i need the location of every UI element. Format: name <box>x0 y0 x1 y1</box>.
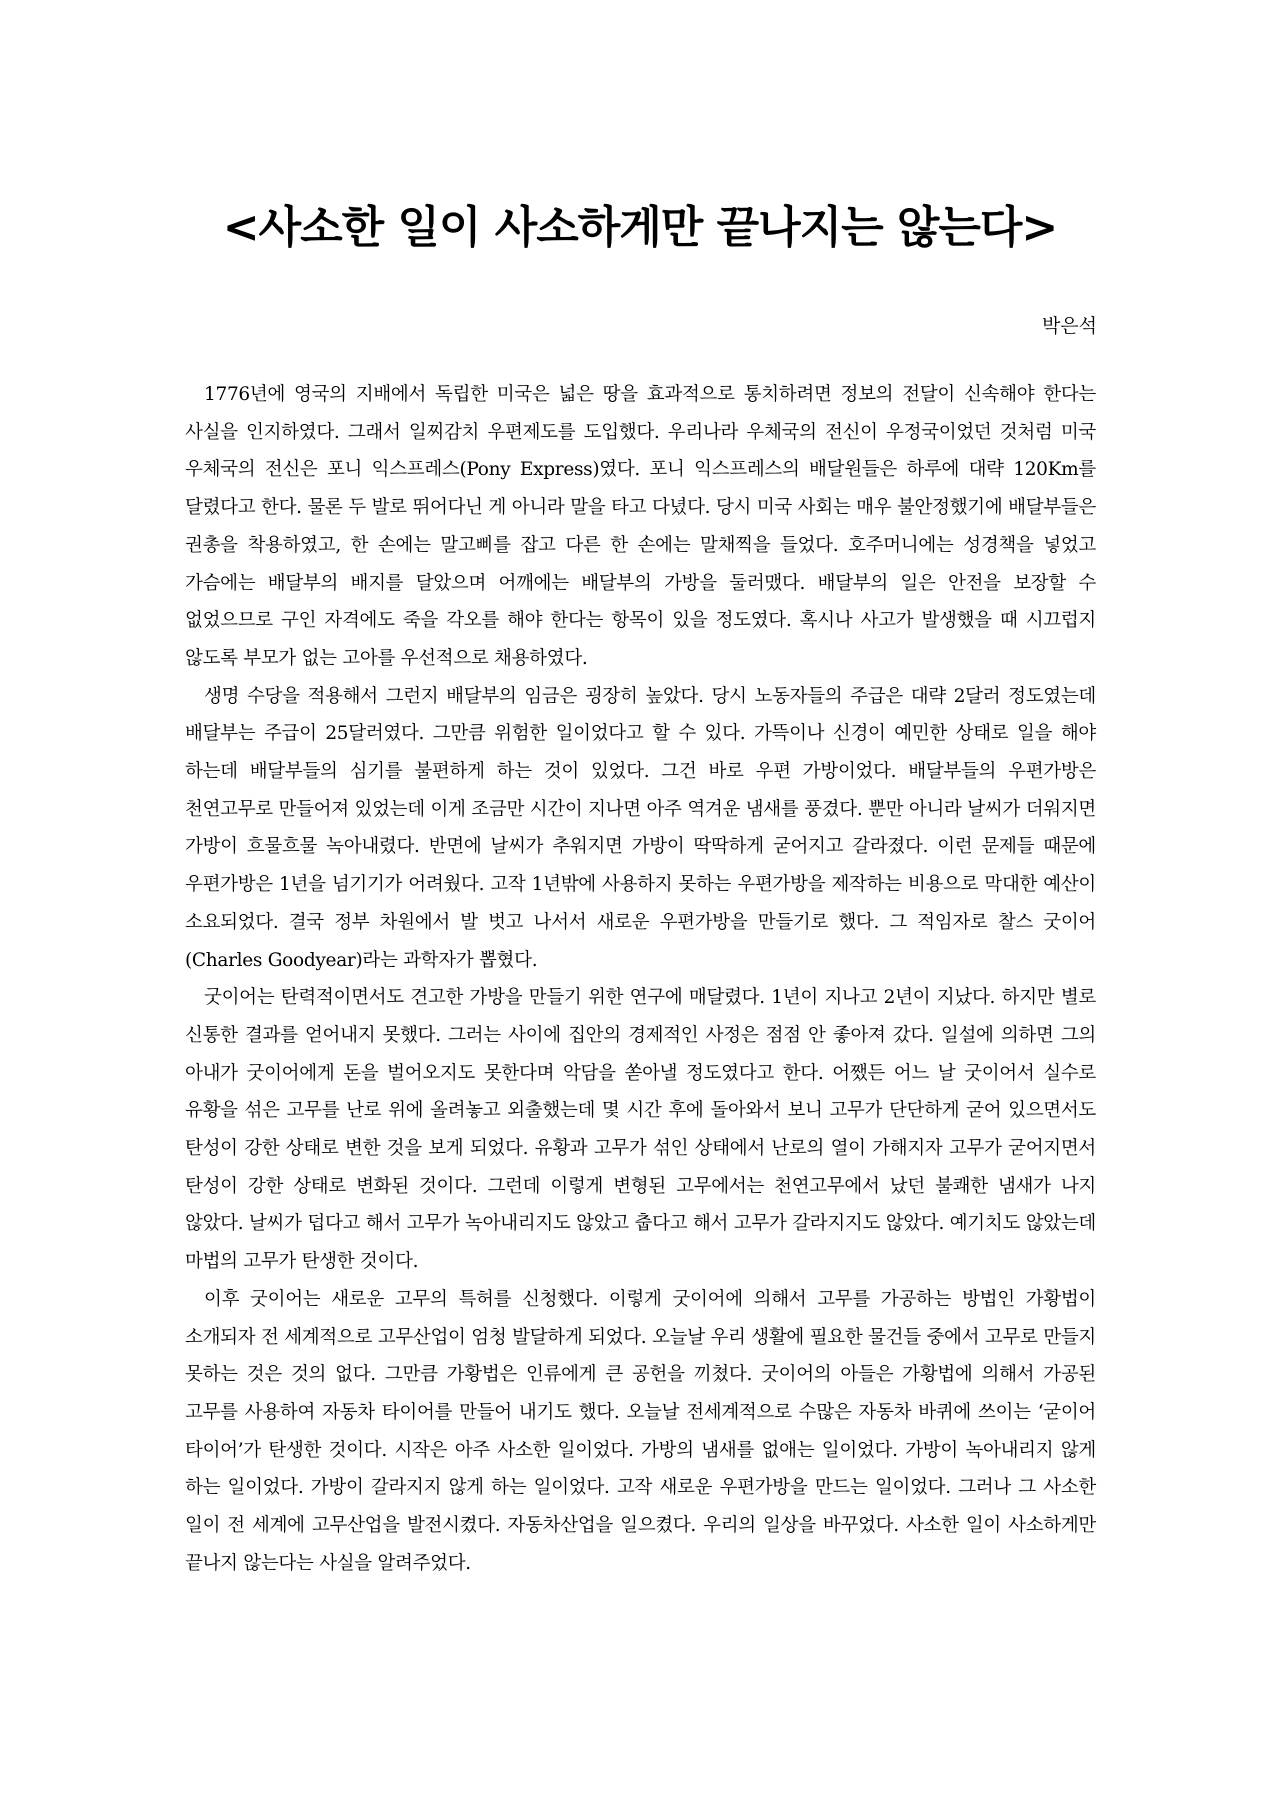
document-title: <사소한 일이 사소하게만 끝나지는 않는다> <box>222 202 1058 253</box>
paragraph: 굿이어는 탄력적이면서도 견고한 가방을 만들기 위한 연구에 매달렸다. 1년이 지나고 2년이 지났다. 하지만 별로 신통한 결과를 얻어내지 못했다. 그러는 사이에 집안의 경제적인 사정은 점점 안 좋아져 갔다. 일설에 의하면 그의 아내가 굿이어에게 돈을 벌어오지도 못한다며 악담을 쏟아낼 정도였다고 한다. 어쨌든 어느 날 굿이어서 실수로 유황을 섞은 고무를 난로 위에 올려놓고 외출했는데 몇 시간 후에 돌아와서 보니 고무가 단단하게 굳어 있으면서도 탄성이 강한 상태로 변한 것을 보게 되었다. 유황과 고무가 섞인 상태에서 난로의 열이 가해지자 고무가 굳어지면서 탄성이 강한 상태로 변화된 것이다. 그런데 이렇게 변형된 고무에서는 천연고무에서 났던 불쾌한 냄새가 나지 않았다. 날씨가 덥다고 해서 고무가 녹아내리지도 않았고 춥다고 해서 고무가 갈라지지도 않았다. 예기치도 않았는데 마법의 고무가 탄생한 것이다. <box>185 987 1096 1273</box>
author-name: 박은석 <box>1041 315 1097 337</box>
paragraph: 이후 굿이어는 새로운 고무의 특허를 신청했다. 이렇게 굿이어에 의해서 고무를 가공하는 방법인 가황법이 소개되자 전 세계적으로 고무산업이 엄청 발달하게 되었다. 오늘날 우리 생활에 필요한 물건들 중에서 고무로 만들지 못하는 것은 것의 없다. 그만큼 가황법은 인류에게 큰 공헌을 끼쳤다. 굿이어의 아들은 가황법에 의해서 가공된 고무를 사용하여 자동차 타이어를 만들어 내기도 했다. 오늘날 전세계적으로 수많은 자동차 바퀴에 쓰이는 ‘굳이어 타이어’가 탄생한 것이다. 시작은 아주 사소한 일이었다. 가방의 냄새를 없애는 일이었다. 가방이 녹아내리지 않게 하는 일이었다. 가방이 갈라지지 않게 하는 일이었다. 고작 새로운 우편가방을 만드는 일이었다. 그러나 그 사소한 일이 전 세계에 고무산업을 발전시켰다. 자동차산업을 일으켰다. 우리의 일상을 바꾸었다. 사소한 일이 사소하게만 끝나지 않는다는 사실을 알려주었다. <box>185 1288 1096 1574</box>
document-body <box>185 376 1096 1583</box>
paragraph: 생명 수당을 적용해서 그런지 배달부의 임금은 굉장히 높았다. 당시 노동자들의 주급은 대략 2달러 정도였는데 배달부는 주급이 25달러였다. 그만큼 위험한 일이었다고 할 수 있다. 가뜩이나 신경이 예민한 상태로 일을 해야 하는데 배달부들의 심기를 불편하게 하는 것이 있었다. 그건 바로 우편 가방이었다. 배달부들의 우편가방은 천연고무로 만들어져 있었는데 이게 조금만 시간이 지나면 아주 역겨운 냄새를 풍겼다. 뿐만 아니라 날씨가 더워지면 가방이 흐물흐물 녹아내렸다. 반면에 날씨가 추워지면 가방이 딱딱하게 굳어지고 갈라졌다. 이런 문제들 때문에 우편가방은 1년을 넘기기가 어려웠다. 고작 1년밖에 사용하지 못하는 우편가방을 제작하는 비용으로 막대한 예산이 소요되었다. 결국 정부 차원에서 발 벗고 나서서 새로운 우편가방을 만들기로 했다. 그 적임자로 찰스 굿이어(Charles Goodyear)라는 과학자가 뽑혔다. <box>185 685 1096 971</box>
paragraph: 1776년에 영국의 지배에서 독립한 미국은 넓은 땅을 효과적으로 통치하려면 정보의 전달이 신속해야 한다는 사실을 인지하였다. 그래서 일찌감치 우편제도를 도입했다. 우리나라 우체국의 전신이 우정국이었던 것처럼 미국 우체국의 전신은 포니 익스프레스(Pony Express)였다. 포니 익스프레스의 배달원들은 하루에 대략 120Km를 달렸다고 한다. 물론 두 발로 뛰어다닌 게 아니라 말을 타고 다녔다. 당시 미국 사회는 매우 불안정했기에 배달부들은 권총을 착용하였고, 한 손에는 말고삐를 잡고 다른 한 손에는 말채찍을 들었다. 호주머니에는 성경책을 넣었고 가슴에는 배달부의 배지를 달았으며 어깨에는 배달부의 가방을 둘러맸다. 배달부의 일은 안전을 보장할 수 없었으므로 구인 자격에도 죽을 각오를 해야 한다는 항목이 있을 정도였다. 혹시나 사고가 발생했을 때 시끄럽지 않도록 부모가 없는 고아를 우선적으로 채용하였다. <box>185 384 1096 669</box>
